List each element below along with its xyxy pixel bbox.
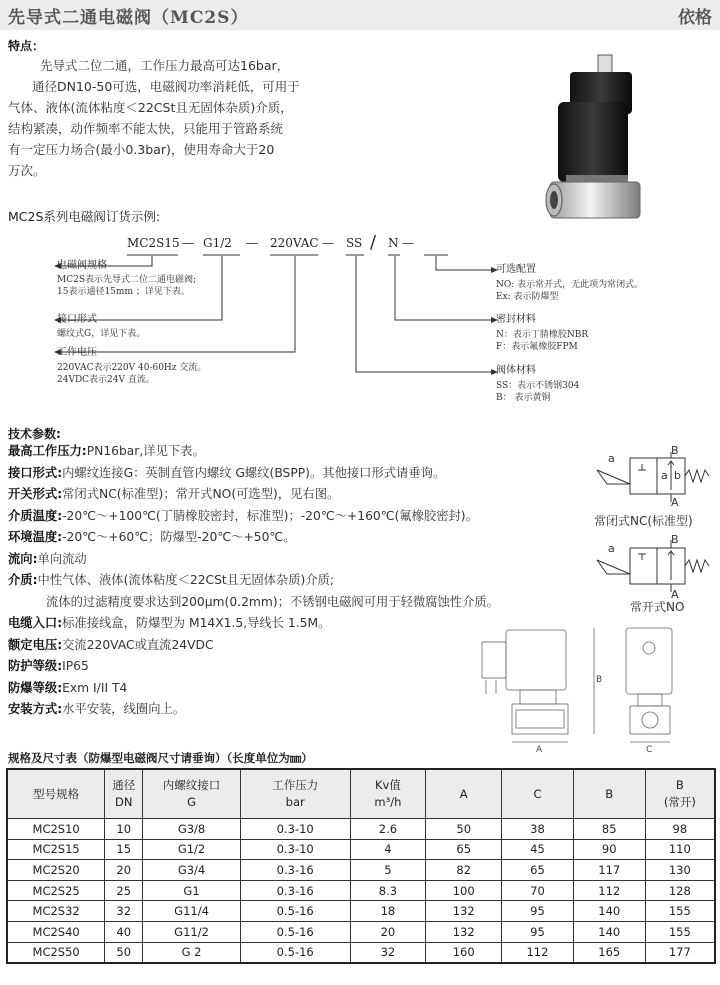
table-cell: 95	[502, 901, 574, 922]
table-cell: 65	[426, 839, 502, 860]
table-cell: 50	[426, 819, 502, 840]
table-row	[7, 942, 715, 963]
spec-key: 接口形式:	[8, 465, 63, 480]
header-text: (常开)	[663, 795, 696, 809]
code-body: SS	[346, 236, 363, 250]
dim-B: B	[596, 675, 603, 685]
features-line: 结构紧凑，动作频率不能太快，只能用于管路系统	[8, 121, 284, 136]
table-cell: 45	[502, 839, 574, 860]
order-seal-desc	[496, 329, 588, 353]
th-thread	[143, 769, 241, 819]
code-slash: /	[370, 232, 377, 253]
table-cell: 177	[645, 942, 715, 963]
table-cell: 18	[350, 901, 426, 922]
spec-value: PN16bar,详见下表。	[86, 444, 205, 458]
table-caption: 规格及尺寸表（防爆型电磁阀尺寸请垂询）（长度单位为㎜）	[8, 751, 313, 765]
table-cell: 95	[502, 921, 574, 942]
table-cell: 0.3-10	[240, 819, 350, 840]
spec-value: 中性气体、液体(流体粘度＜22CSt且无固体杂质)介质;	[37, 573, 335, 587]
table-cell: 85	[573, 819, 645, 840]
table-cell: 10	[105, 819, 143, 840]
page-title: 先导式二通电磁阀（MC2S）	[8, 8, 249, 28]
table-cell: 0.3-16	[240, 880, 350, 901]
desc-line: SS：表示不锈钢304	[496, 381, 580, 391]
table-cell: 32	[350, 942, 426, 963]
th-c	[502, 769, 574, 819]
table-cell: 160	[426, 942, 502, 963]
valve-symbols	[585, 440, 720, 620]
table-cell: 140	[573, 921, 645, 942]
header-text: B	[675, 778, 684, 792]
table-cell: 112	[573, 880, 645, 901]
order-voltage-title: 工作电压	[57, 347, 97, 358]
table-cell: 132	[426, 901, 502, 922]
table-cell: 132	[426, 921, 502, 942]
desc-line: 24VDC表示24V 直流。	[57, 375, 155, 385]
spec-row	[8, 570, 499, 592]
spec-row	[8, 506, 499, 528]
symbol-label-A: A	[671, 496, 679, 509]
table-row	[7, 901, 715, 922]
spec-value: 流体的过滤精度要求达到200μm(0.2mm)；不锈钢电磁阀可用于轻微腐蚀性介质。	[46, 594, 499, 609]
desc-line: N：表示丁腈橡胶NBR	[496, 330, 589, 340]
th-b	[573, 769, 645, 819]
desc-line: NO: 表示常开式，无此项为常闭式。	[496, 280, 644, 290]
order-body-desc	[496, 380, 579, 404]
spec-table	[6, 768, 716, 964]
table-cell: 38	[502, 819, 574, 840]
spec-key: 流向:	[8, 551, 38, 566]
spec-value: Exm I/II T4	[62, 680, 128, 695]
table-cell: 0.3-16	[240, 860, 350, 881]
symbol-port-a: a	[608, 542, 615, 555]
header-text: 内螺纹接口	[162, 778, 221, 792]
features-line: 万次。	[8, 163, 46, 178]
desc-line: B： 表示黄铜	[496, 393, 551, 403]
table-cell: 70	[502, 880, 574, 901]
spec-value: IP65	[62, 659, 89, 673]
spec-row	[8, 592, 499, 614]
table-cell: 140	[573, 901, 645, 922]
table-cell: 128	[645, 880, 715, 901]
order-port-desc: 螺纹式G，详见下表。	[57, 329, 146, 339]
spec-key: 额定电压:	[8, 637, 63, 652]
table-cell: 0.5-16	[240, 942, 350, 963]
features-heading: 特点：	[8, 39, 45, 53]
order-heading: MC2S系列电磁阀订货示例:	[8, 209, 161, 224]
table-row	[7, 921, 715, 942]
table-cell: 112	[502, 942, 574, 963]
spec-value: 交流220VAC或直流24VDC	[62, 637, 214, 652]
desc-line: 15表示通径15mm ；详见下表。	[57, 287, 190, 297]
desc-line: Ex: 表示防爆型	[496, 292, 559, 302]
spec-value: -20℃～+60℃；防爆型-20℃～+50℃。	[62, 530, 296, 544]
table-cell: 50	[105, 942, 143, 963]
spec-key: 最高工作压力:	[8, 444, 87, 458]
spec-row	[8, 484, 499, 506]
tech-heading: 技术参数:	[8, 427, 61, 441]
table-cell: 5	[350, 860, 426, 881]
spec-key: 介质温度:	[8, 508, 63, 523]
order-seal-title: 密封材料	[496, 314, 536, 325]
code-thread: G1/2	[203, 236, 232, 250]
table-cell: 32	[105, 901, 143, 922]
spec-key: 防护等级:	[8, 659, 63, 673]
table-cell: 155	[645, 921, 715, 942]
table-cell: 165	[573, 942, 645, 963]
spec-row	[8, 699, 499, 721]
table-cell: 15	[105, 839, 143, 860]
header-text: Kv值	[374, 778, 401, 792]
symbol-label-B: B	[671, 444, 679, 457]
spec-value: 常闭式NC(标准型)；常开式NO(可选型)，见右图。	[62, 487, 340, 501]
spec-key: 开关形式:	[8, 487, 63, 501]
table-cell: 4	[350, 839, 426, 860]
header-text: DN	[115, 795, 133, 809]
th-dn	[105, 769, 143, 819]
spec-key: 防爆等级:	[8, 680, 63, 695]
header-text: G	[187, 795, 196, 809]
spec-key: 介质:	[8, 573, 38, 587]
table-cell: 100	[426, 880, 502, 901]
header-text: bar	[285, 795, 305, 809]
spec-key: 环境温度:	[8, 530, 63, 544]
table-header-row	[7, 769, 715, 819]
code-dash: —	[246, 236, 258, 250]
spec-value: 内螺纹连接G：英制直管内螺纹 G螺纹(BSPP)。其他接口形式请垂询。	[62, 465, 446, 480]
code-dash: —	[182, 236, 194, 250]
symbol-port-b: b	[674, 469, 681, 482]
tech-specs	[8, 441, 499, 721]
table-cell: MC2S15	[7, 839, 105, 860]
desc-line: 220VAC表示220V 40-60Hz 交流。	[57, 363, 207, 373]
spec-value: -20℃～+100℃(丁腈橡胶密封，标准型)；-20℃～+160℃(氟橡胶密封)。	[62, 508, 478, 523]
table-cell: 98	[645, 819, 715, 840]
th-model	[7, 769, 105, 819]
table-body	[7, 819, 715, 964]
order-body-title: 阀体材料	[496, 365, 536, 376]
code-dash: —	[402, 236, 414, 250]
desc-line: MC2S表示先导式二位二通电磁阀;	[57, 275, 197, 285]
spec-key: 安装方式:	[8, 702, 63, 716]
order-spec-desc	[57, 274, 196, 298]
header-text: 工作压力	[272, 778, 319, 792]
table-cell: 110	[645, 839, 715, 860]
header-text: 通径	[112, 778, 136, 792]
th-kv	[350, 769, 426, 819]
th-pressure	[240, 769, 350, 819]
table-row	[7, 819, 715, 840]
no-caption: 常开式NO	[630, 600, 685, 614]
th-b-no	[645, 769, 715, 819]
table-cell: 65	[502, 860, 574, 881]
spec-row	[8, 463, 499, 485]
spec-row	[8, 635, 499, 657]
table-cell: MC2S32	[7, 901, 105, 922]
features-line: 有一定压力场合(最小0.3bar)，使用寿命大于20	[8, 142, 275, 157]
header-text: B	[605, 786, 614, 801]
table-cell: 82	[426, 860, 502, 881]
table-cell: G3/4	[143, 860, 241, 881]
features-line: 通径DN10-50可选，电磁阀功率消耗低，可用于	[32, 79, 300, 94]
code-dash: —	[322, 236, 334, 250]
symbol-label-B: B	[671, 533, 679, 546]
header-text: A	[459, 786, 468, 801]
table-cell: 0.5-16	[240, 901, 350, 922]
spec-row	[8, 527, 499, 549]
spec-value: 单向流动	[37, 551, 87, 566]
nc-caption: 常闭式NC(标准型)	[594, 514, 693, 528]
th-a	[426, 769, 502, 819]
table-cell: MC2S20	[7, 860, 105, 881]
table-cell: G11/2	[143, 921, 241, 942]
symbol-label-A: A	[671, 588, 679, 601]
table-cell: 25	[105, 880, 143, 901]
code-model: MC2S15	[127, 236, 180, 250]
features-line: 先导式二位二通，工作压力最高可达16bar，	[40, 58, 290, 73]
table-cell: MC2S50	[7, 942, 105, 963]
header-text: m³/h	[374, 795, 402, 809]
table-cell: G 2	[143, 942, 241, 963]
table-cell: 0.5-16	[240, 921, 350, 942]
code-voltage: 220VAC	[270, 236, 319, 250]
table-cell: 20	[105, 860, 143, 881]
table-cell: G1	[143, 880, 241, 901]
dim-C: C	[646, 745, 653, 755]
header-text: C	[533, 786, 542, 801]
table-cell: 2.6	[350, 819, 426, 840]
brand-name: 依格	[678, 8, 712, 28]
table-cell: 20	[350, 921, 426, 942]
symbol-port-a: a	[661, 469, 668, 482]
table-cell: MC2S10	[7, 819, 105, 840]
symbol-port-a: a	[608, 452, 615, 465]
order-port-title: 接口形式	[57, 314, 97, 325]
header-text: 型号规格	[33, 786, 80, 801]
spec-row	[8, 613, 499, 635]
valve-photo	[530, 50, 670, 230]
table-row	[7, 880, 715, 901]
desc-line: F：表示氟橡胶FPM	[496, 342, 578, 352]
features-text	[8, 55, 338, 181]
table-cell: 155	[645, 901, 715, 922]
dim-A: A	[536, 745, 543, 755]
spec-row	[8, 656, 499, 678]
table-cell: G1/2	[143, 839, 241, 860]
spec-row	[8, 549, 499, 571]
spec-key: 电缆入口:	[8, 616, 63, 630]
table-cell: G3/8	[143, 819, 241, 840]
table-cell: MC2S40	[7, 921, 105, 942]
order-option-title: 可选配置	[496, 264, 536, 275]
table-cell: 130	[645, 860, 715, 881]
dimension-drawing	[476, 620, 720, 760]
code-seal: N	[388, 236, 399, 250]
spec-row	[8, 678, 499, 700]
table-row	[7, 860, 715, 881]
table-cell: 8.3	[350, 880, 426, 901]
table-cell: MC2S25	[7, 880, 105, 901]
spec-value: 标准接线盒，防爆型为 M14X1.5,导线长 1.5M。	[62, 616, 331, 630]
table-cell: 40	[105, 921, 143, 942]
order-voltage-desc	[57, 362, 206, 386]
table-row	[7, 839, 715, 860]
order-option-desc	[496, 279, 643, 303]
spec-row	[8, 441, 499, 463]
table-cell: 90	[573, 839, 645, 860]
table-cell: 0.3-10	[240, 839, 350, 860]
spec-value: 水平安装，线圈向上。	[62, 702, 186, 716]
order-spec-title: 电磁阀规格	[57, 260, 107, 271]
table-cell: 117	[573, 860, 645, 881]
table-cell: G11/4	[143, 901, 241, 922]
features-line: 气体、液体(流体粘度＜22CSt且无固体杂质)介质，	[8, 100, 293, 115]
